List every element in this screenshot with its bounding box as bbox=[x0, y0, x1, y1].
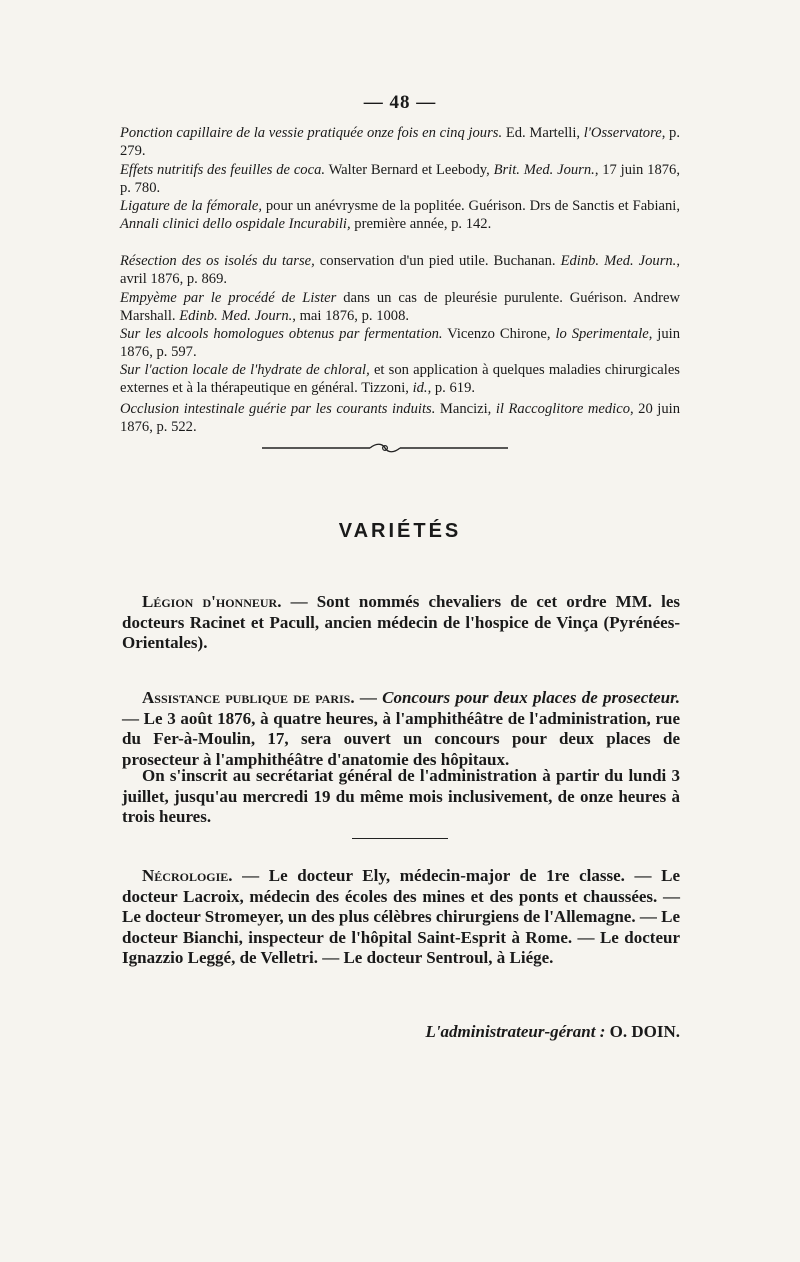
bibliography-entry bbox=[120, 252, 680, 288]
entry-text: pour un anévrysme de la poplitée. Guérison. Drs de Sanctis et Fabiani, bbox=[261, 198, 681, 214]
entry-ref: , p. 619. bbox=[427, 380, 476, 396]
bibliography-entry bbox=[120, 361, 680, 397]
news-text: — Le docteur Ely, médecin-major de 1re classe. — Le docteur Lacroix, médecin des écoles des mines et des ponts et chaussées. — Le docteur Stromeyer, un des plus célèbres chirurgiens de l'Allemagne. — Le docteur Bianchi, inspecteur de l'hôpital Saint-Esprit à Rome. — Le docteur Ignazzio Leggé, de Velletri. — Le docteur Sentroul, à Liége. bbox=[122, 866, 680, 967]
entry-source: l'Osservatore bbox=[583, 125, 662, 141]
entry-ref: , avril 1876, p. 869. bbox=[120, 253, 680, 287]
bibliography-entry bbox=[120, 400, 680, 436]
entry-source: Edinb. Med. Journ. bbox=[179, 308, 293, 324]
entry-title: Occlusion intestinale guérie par les courants induits. bbox=[120, 401, 436, 417]
entry-source: Brit. Med. Journ. bbox=[493, 162, 595, 178]
signature bbox=[340, 1022, 680, 1042]
entry-ref: , juin 1876, p. 597. bbox=[120, 326, 680, 360]
bibliography-entry bbox=[120, 325, 680, 361]
news-lead: Assistance publique de paris. bbox=[142, 688, 355, 707]
entry-ref: première année, p. 142. bbox=[350, 216, 492, 232]
entry-text: et son application à quelques maladies chirurgicales externes et à la thérapeutique en général. Tizzoni, bbox=[120, 362, 680, 396]
entry-text: dans un cas de pleurésie purulente. Guérison. Andrew Marshall. bbox=[120, 290, 680, 324]
entry-text: Vicenzo Chirone, bbox=[442, 326, 556, 342]
entry-title: Sur l'action locale de l'hydrate de chloral, bbox=[120, 362, 370, 378]
entry-title: Ligature de la fémorale, bbox=[120, 198, 262, 214]
divider bbox=[352, 838, 448, 839]
entry-text: Ed. Martelli, bbox=[502, 125, 584, 141]
entry-ref: , p. 279. bbox=[120, 125, 681, 159]
news-item bbox=[122, 766, 680, 828]
entry-title: Résection des os isolés du tarse, bbox=[120, 253, 315, 269]
page-number: — 48 — bbox=[363, 92, 437, 113]
entry-ref: , mai 1876, p. 1008. bbox=[292, 308, 410, 324]
news-item bbox=[122, 688, 680, 770]
entry-source: Edinb. Med. Journ. bbox=[560, 253, 677, 269]
news-item bbox=[122, 866, 680, 969]
bibliography-entry bbox=[120, 197, 680, 233]
signature-name: O. DOIN. bbox=[609, 1022, 680, 1041]
entry-ref: , 20 juin 1876, p. 522. bbox=[120, 401, 680, 435]
entry-ref: , 17 juin 1876, p. 780. bbox=[120, 162, 680, 196]
entry-text: Walter Bernard et Leebody, bbox=[325, 162, 494, 178]
bibliography-entry bbox=[120, 161, 680, 197]
news-text: — Sont nommés chevaliers de cet ordre MM. les docteurs Racinet et Pacull, ancien médecin de l'hospice de Vinça (Pyrénées-Orientales). bbox=[122, 592, 681, 652]
news-text: On s'inscrit au secrétariat général de l'administration à partir du lundi 3 juillet, jusqu'au mercredi 19 du même mois inclusivement, de onze heures à trois heures. bbox=[122, 766, 680, 826]
entry-source: id. bbox=[412, 380, 428, 396]
entry-title: Effets nutritifs des feuilles de coca. bbox=[120, 162, 326, 178]
section-title: VARIÉTÉS bbox=[338, 520, 462, 542]
entry-title: Ponction capillaire de la vessie pratiquée onze fois en cinq jours. bbox=[120, 125, 503, 141]
news-item bbox=[122, 592, 680, 654]
news-lead: Nécrologie. bbox=[142, 866, 233, 885]
entry-source: Annali clinici dello ospidale Incurabili, bbox=[120, 216, 351, 232]
entry-source: lo Sperimentale bbox=[555, 326, 649, 342]
signature-label: L'administrateur-gérant : bbox=[425, 1022, 606, 1041]
news-italic: Concours pour deux places de prosecteur. bbox=[382, 688, 680, 707]
entry-source: il Raccoglitore medico bbox=[495, 401, 630, 417]
bibliography-entry bbox=[120, 124, 680, 160]
entry-title: Sur les alcools homologues obtenus par fermentation. bbox=[120, 326, 443, 342]
bibliography-entry bbox=[120, 289, 680, 325]
ornamental-rule bbox=[262, 442, 508, 454]
news-text-2: — Le 3 août 1876, à quatre heures, à l'amphithéâtre de l'administration, rue du Fer-à-Moulin, 17, sera ouvert un concours pour deux places de prosecteur à l'amphithéâtre d'anatomie des hôpitaux. bbox=[122, 708, 680, 769]
news-text: — bbox=[354, 688, 383, 707]
entry-title: Empyème par le procédé de Lister bbox=[120, 290, 337, 306]
entry-text: conservation d'un pied utile. Buchanan. bbox=[314, 253, 561, 269]
news-lead: Légion d'honneur. bbox=[142, 592, 282, 611]
entry-text: Mancizi, bbox=[435, 401, 496, 417]
